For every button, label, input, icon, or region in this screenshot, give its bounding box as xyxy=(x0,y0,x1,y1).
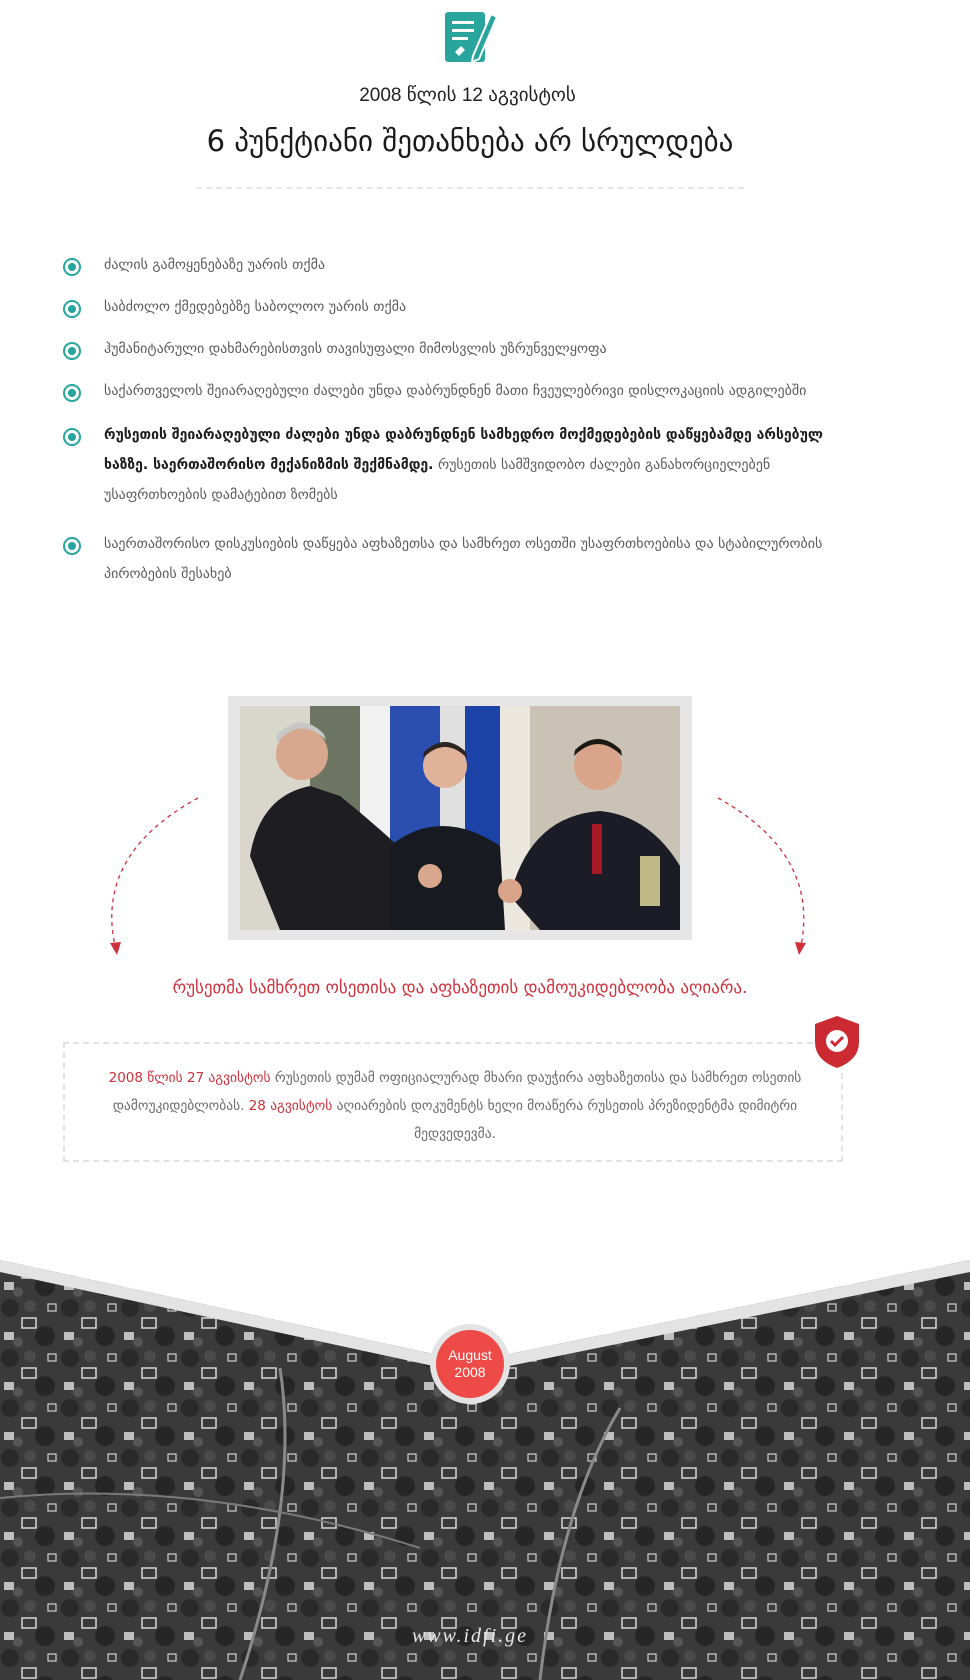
date-badge xyxy=(430,1324,510,1404)
bullet-icon xyxy=(63,342,81,360)
badge-month: August xyxy=(448,1347,492,1363)
site-url: www.idfi.ge xyxy=(411,1625,529,1647)
title-divider xyxy=(196,187,744,189)
recognition-caption: რუსეთმა სამხრეთ ოსეთისა და აფხაზეთის დამოუკიდებლობა აღიარა. xyxy=(172,978,748,998)
date-heading: 2008 წლის 12 აგვისტოს xyxy=(359,85,576,106)
page-title: 6 პუნქტიანი შეთანხება არ სრულდება xyxy=(206,124,734,158)
point-text xyxy=(104,420,864,510)
date-badge-inner xyxy=(436,1330,504,1398)
document-edit-icon xyxy=(443,8,497,64)
point-bold-text: რუსეთის შეიარაღებული ძალები უნდა დაბრუნდნენ სამხედრო მოქმედებების დაწყებამდე არსებულ ხაზზე. საერთაშორისო მექანიზმის შექმნამდე. xyxy=(104,427,823,473)
point-rest-text: რუსეთის სამშვიდობო ძალები განახორციელებენ უსაფრთხოების დამატებით ზომებს xyxy=(104,457,771,503)
footer-aerial xyxy=(0,1248,970,1680)
info-text xyxy=(105,1064,805,1148)
bullet-icon xyxy=(63,537,81,555)
point-text: საქართველოს შეიარაღებული ძალები უნდა დაბრუნდნენ მათი ჩვეულებრივი დისლოკაციის ადგილებში xyxy=(104,383,807,399)
bullet-icon xyxy=(63,258,81,276)
info-text-1: რუსეთის დუმამ ოფიციალურად მხარი დაუჭირა აფხაზეთისა და სამხრეთ ოსეთის დამოუკიდებლობას. xyxy=(112,1070,802,1114)
badge-year: 2008 xyxy=(454,1364,486,1380)
aerial-photo xyxy=(0,1248,970,1680)
info-date-2: 28 აგვისტოს xyxy=(248,1098,333,1114)
bullet-icon xyxy=(63,300,81,318)
info-text-2: აღიარების დოკუმენტს ხელი მოაწერა რუსეთის პრეზიდენტმა დიმიტრი მედვედევმა. xyxy=(332,1098,798,1142)
point-text: საბძოლო ქმედებებზე საბოლოო უარის თქმა xyxy=(104,299,407,315)
handshake-photo xyxy=(240,706,680,930)
photo-frame xyxy=(228,696,692,940)
point-text: ძალის გამოყენებაზე უარის თქმა xyxy=(104,257,325,273)
shield-check-icon xyxy=(813,1014,861,1070)
info-date-1: 2008 წლის 27 აგვისტოს xyxy=(108,1070,271,1086)
info-box xyxy=(63,1042,843,1162)
bullet-icon xyxy=(63,428,81,446)
point-text: საერთაშორისო დისკუსიების დაწყება აფხაზეთსა და სამხრეთ ოსეთში უსაფრთხოებისა და სტაბილურობის პირობების შესახებ xyxy=(104,536,823,582)
bullet-icon xyxy=(63,384,81,402)
point-text: ჰუმანიტარული დახმარებისთვის თავისუფალი მიმოსვლის უზრუნველყოფა xyxy=(104,341,607,357)
